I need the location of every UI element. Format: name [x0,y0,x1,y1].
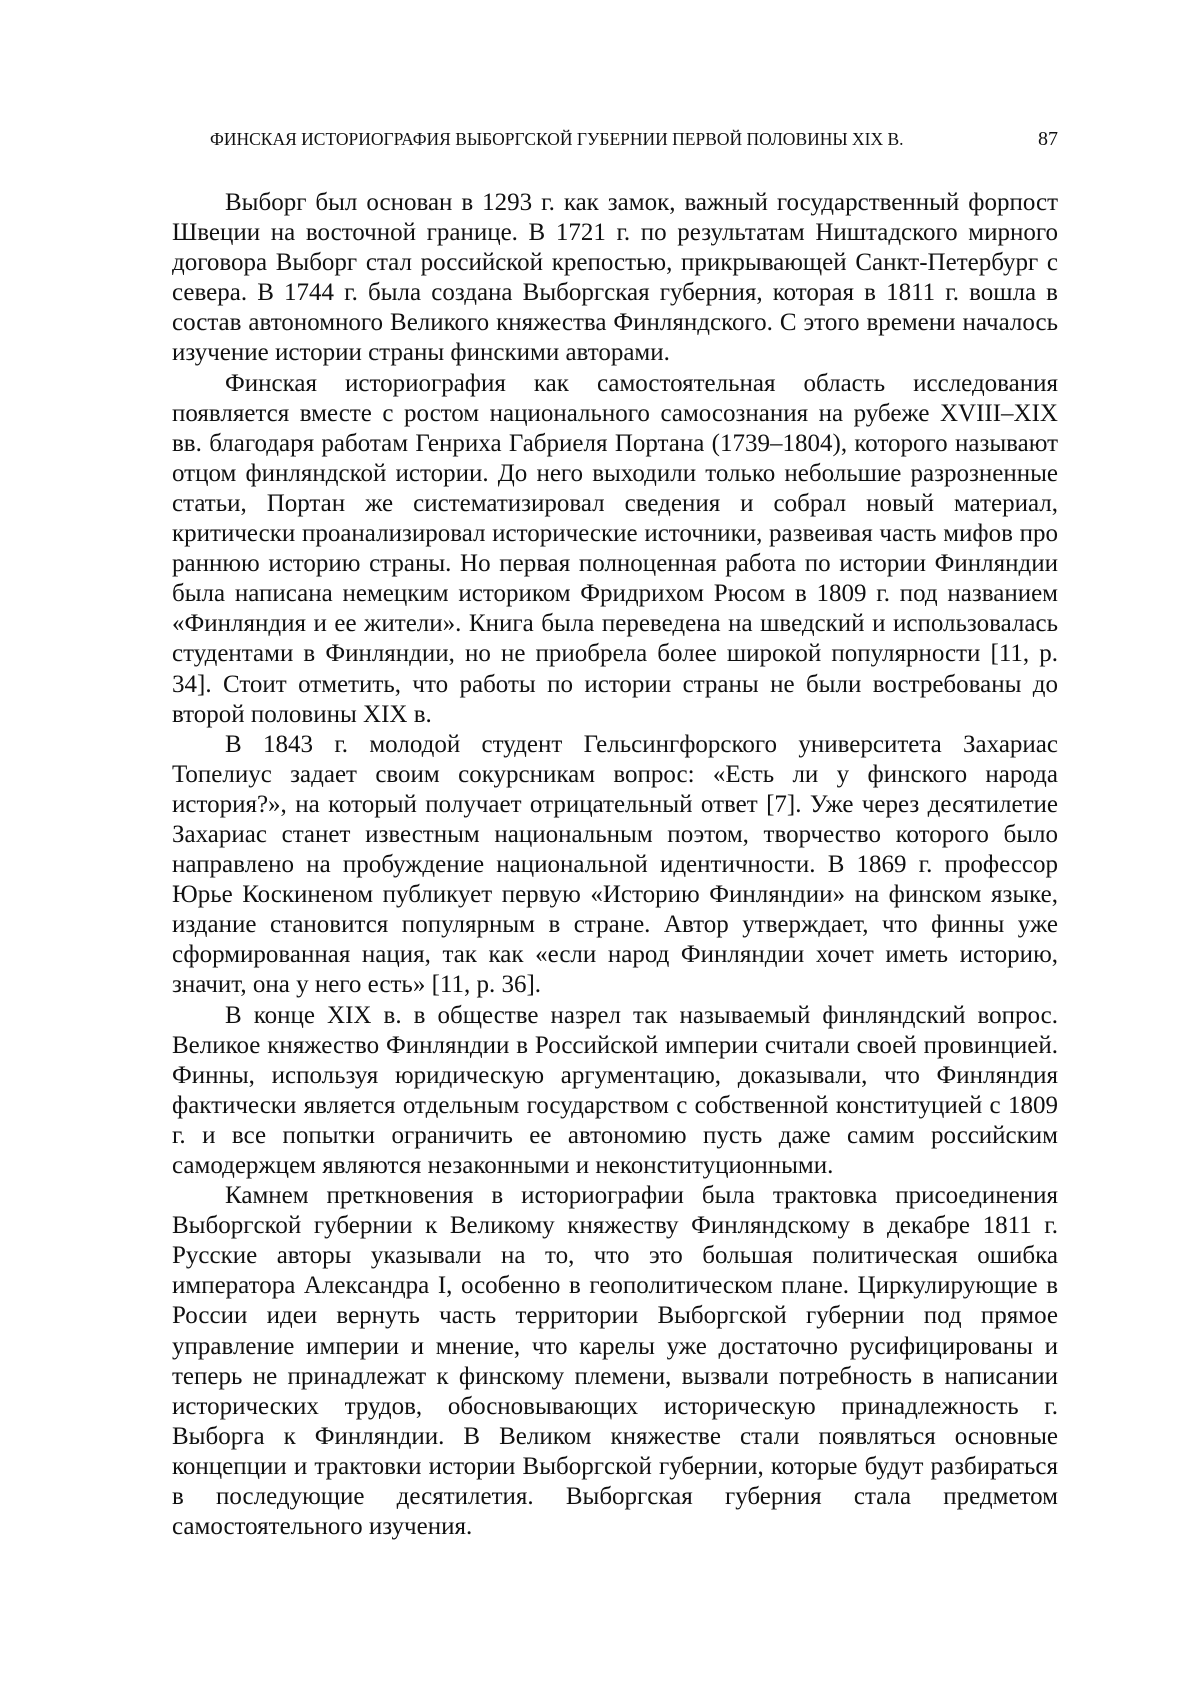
paragraph-founding-of-vyborg: Выборг был основан в 1293 г. как замок, важный государственный форпост Швеции на восточной границе. В 1721 г. по результатам Ништадского мирного договора Выборг стал российской крепостью, прикрывающей Санкт-Петербург с севера. В 1744 г. была создана Выборгская губерния, которая в 1811 г. вошла в состав автономного Великого княжества Финляндского. С этого времени началось изучение истории страны финскими авторами. [172,188,1058,369]
running-title: ФИНСКАЯ ИСТОРИОГРАФИЯ ВЫБОРГСКОЙ ГУБЕРНИИ ПЕРВОЙ ПОЛОВИНЫ XIX В. [210,124,904,154]
article-body [172,188,1058,1542]
page-number: 87 [1038,124,1058,154]
paragraph-finnish-historiography: Финская историография как самостоятельная область исследования появляется вместе с ростом национального самосознания на рубеже XVIII–XIX вв. благодаря работам Генриха Габриеля Портана (1739–1804), которого называют отцом финляндской истории. До него выходили только небольшие разрозненные статьи, Портан же систематизировал сведения и собрал новый материал, критически проанализировал исторические источники, развеивая часть мифов про раннюю историю страны. Но первая полноценная работа по истории Финляндии была написана немецким историком Фридрихом Рюсом в 1809 г. под названием «Финляндия и ее жители». Книга была переведена на шведский и использовалась студентами в Финляндии, но не приобрела более широкой популярности [11, p. 34]. Стоит отметить, что работы по истории страны не были востребованы до второй половины XIX в. [172,369,1058,730]
paragraph-topelius-question: В 1843 г. молодой студент Гельсингфорского университета Захариас Топелиус задает своим сокурсникам вопрос: «Есть ли у финского народа история?», на который получает отрицательный ответ [7]. Уже через десятилетие Захариас станет известным национальным поэтом, творчество которого было направлено на пробуждение национальной идентичности. В 1869 г. профессор Юрье Коскиненом публикует первую «Историю Финляндии» на финском языке, издание становится популярным в стране. Автор утверждает, что финны уже сформированная нация, так как «если народ Финляндии хочет иметь историю, значит, она у него есть» [11, p. 36]. [172,730,1058,1001]
paragraph-vyborg-governorate: Камнем преткновения в историографии была трактовка присоединения Выборгской губернии к Великому княжеству Финляндскому в декабре 1811 г. Русские авторы указывали на то, что это большая политическая ошибка императора Александра I, особенно в геополитическом плане. Циркулирующие в России идеи вернуть часть территории Выборгской губернии под прямое управление империи и мнение, что карелы уже достаточно русифицированы и теперь не принадлежат к финскому племени, вызвали потребность в написании исторических трудов, обосновывающих историческую принадлежность г. Выборга к Финляндии. В Великом княжестве стали появляться основные концепции и трактовки истории Выборгской губернии, которые будут разбираться в последующие десятилетия. Выборгская губерния стала предметом самостоятельного изучения. [172,1181,1058,1542]
running-header [210,124,1058,154]
paragraph-finnish-question: В конце XIX в. в обществе назрел так называемый финляндский вопрос. Великое княжество Финляндии в Российской империи считали своей провинцией. Финны, используя юридическую аргументацию, доказывали, что Финляндия фактически является отдельным государством с собственной конституцией с 1809 г. и все попытки ограничить ее автономию пусть даже самим российским самодержцем являются незаконными и неконституционными. [172,1001,1058,1182]
document-page [0,0,1200,1705]
